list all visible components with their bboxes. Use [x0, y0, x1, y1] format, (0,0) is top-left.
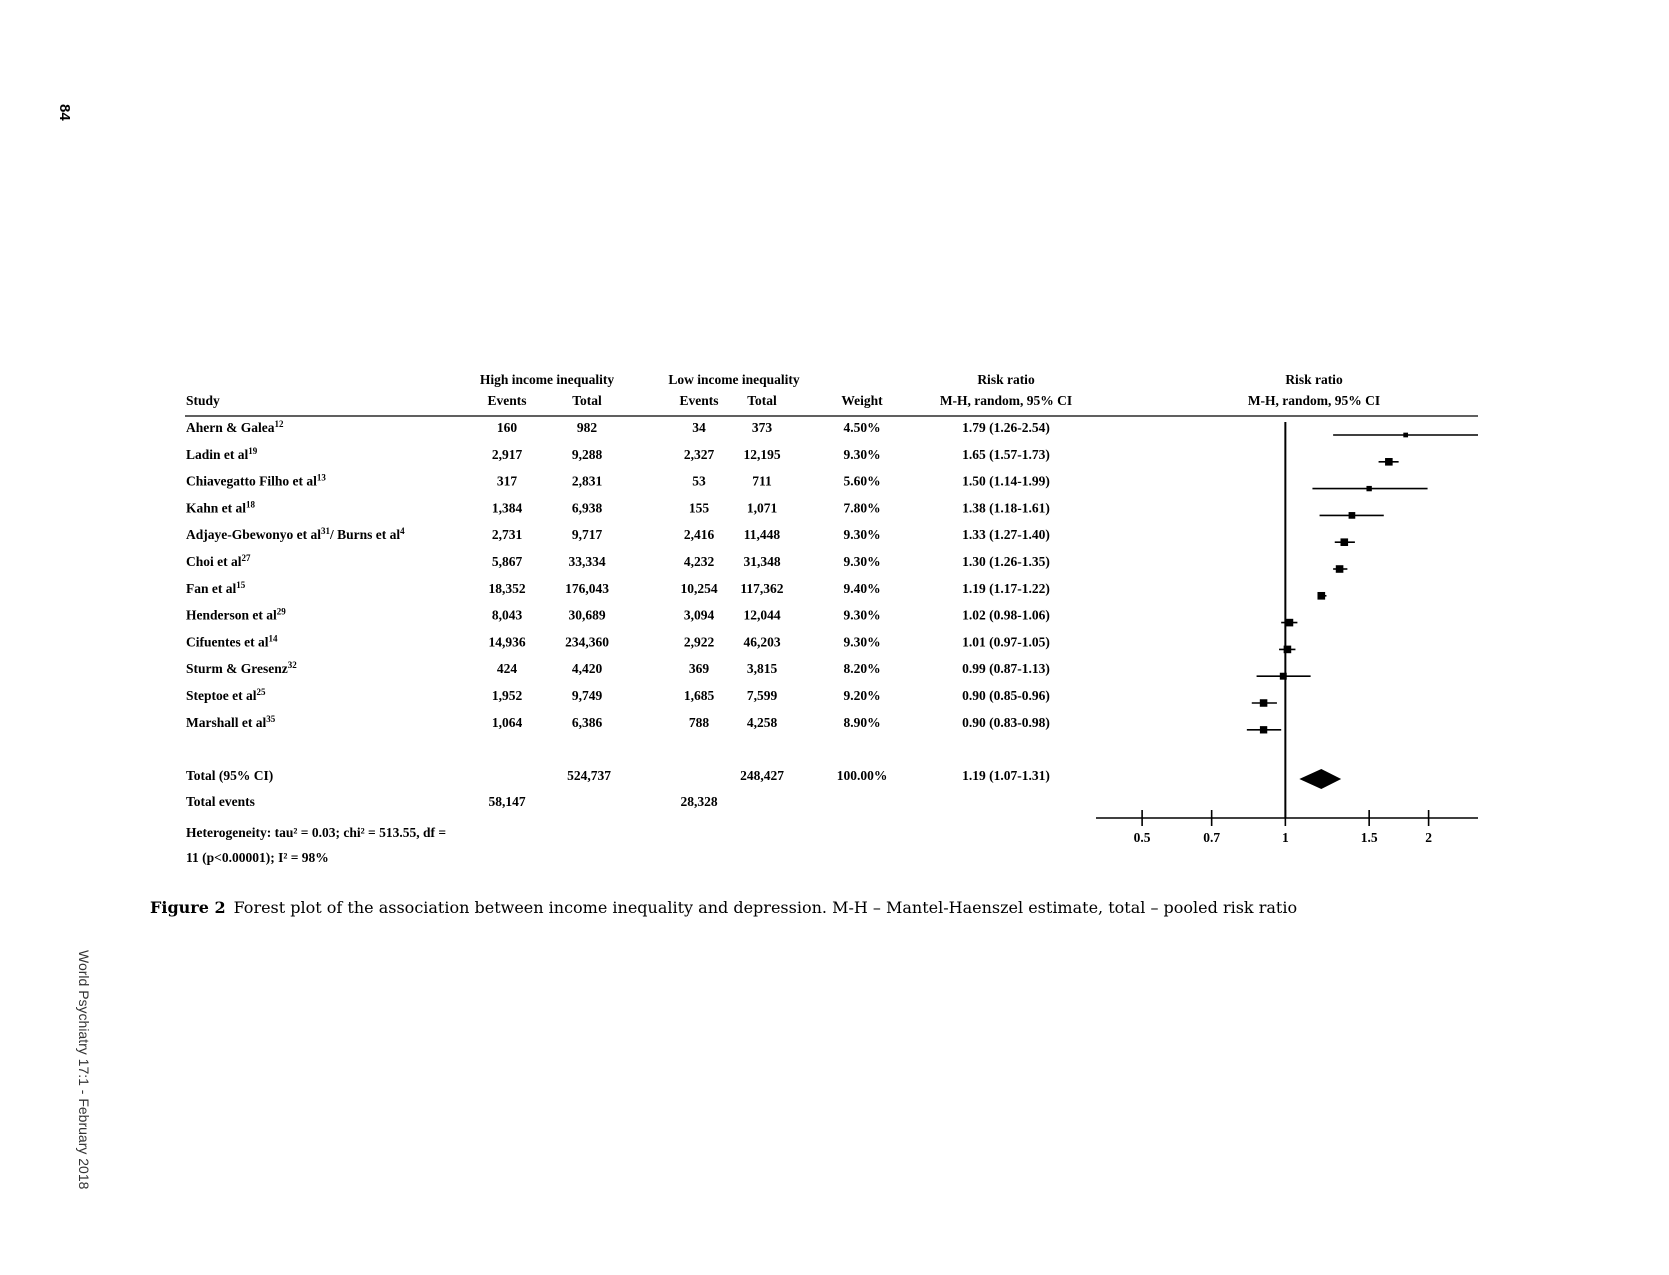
risk-ratio-ci: 1.79 (1.26-2.54) — [962, 420, 1050, 435]
table-header — [186, 372, 1380, 408]
risk-ratio-ci: 0.90 (0.85-0.96) — [962, 688, 1050, 703]
table-row — [186, 499, 1050, 515]
risk-ratio-ci: 1.50 (1.14-1.99) — [962, 473, 1050, 489]
header-high-total: Total — [572, 393, 602, 408]
header-low-income-inequality: Low income inequality — [668, 372, 800, 387]
total-weight: 100.00% — [836, 768, 888, 783]
table-row — [186, 526, 1050, 542]
study-name — [186, 687, 266, 703]
study-reference: 13 — [316, 472, 326, 483]
page-number: 84 — [56, 104, 73, 121]
high-events: 5,867 — [491, 554, 523, 569]
high-total: 234,360 — [565, 634, 609, 650]
risk-ratio-ci: 1.19 (1.17-1.22) — [962, 580, 1050, 596]
low-total: 4,258 — [746, 714, 778, 730]
high-events: 18,352 — [488, 580, 526, 596]
study-name-text: Marshall et al — [186, 714, 267, 730]
point-estimate — [1403, 433, 1408, 438]
study-name-text: Henderson et al — [186, 607, 277, 623]
study-name-text: Adjaye-Gbewonyo et al — [186, 527, 321, 543]
high-events: 14,936 — [488, 634, 526, 650]
study-name-text: Fan et al — [186, 580, 237, 596]
low-events: 155 — [688, 500, 710, 516]
risk-ratio-ci: 1.02 (0.98-1.06) — [962, 607, 1050, 623]
table-row — [186, 633, 1050, 649]
low-events: 2,922 — [683, 634, 715, 650]
table-row — [186, 687, 1050, 703]
low-events: 10,254 — [680, 580, 718, 596]
low-total: 1,071 — [746, 500, 778, 516]
total-rr: 1.19 (1.07-1.31) — [962, 768, 1050, 783]
high-total: 982 — [576, 420, 598, 435]
weight: 9.30% — [843, 446, 881, 462]
study-name — [186, 607, 286, 623]
low-total: 12,044 — [743, 607, 781, 623]
high-events: 2,917 — [491, 446, 523, 462]
study-reference: 25 — [256, 687, 266, 697]
low-events: 4,232 — [683, 554, 715, 569]
low-events: 788 — [688, 714, 710, 730]
heterogeneity-line-2: 11 (p<0.00001); I² = 98% — [186, 850, 329, 865]
high-events: 2,731 — [491, 527, 523, 543]
weight: 8.90% — [843, 714, 881, 730]
total-events-high: 58,147 — [488, 794, 526, 809]
table-row — [186, 473, 1050, 489]
total-low-total: 248,427 — [740, 768, 784, 783]
high-events: 8,043 — [491, 607, 523, 623]
figure-caption-label: Figure 2 — [150, 898, 226, 917]
low-events: 1,685 — [683, 688, 715, 703]
low-total: 11,448 — [743, 527, 781, 543]
table-row — [186, 419, 1050, 435]
table-row — [186, 607, 1050, 623]
weight: 4.50% — [843, 420, 881, 435]
study-name — [186, 633, 278, 649]
low-total: 3,815 — [746, 661, 778, 677]
study-reference: 29 — [276, 606, 286, 617]
total-row — [186, 768, 1050, 783]
risk-ratio-ci: 1.01 (0.97-1.05) — [962, 634, 1050, 650]
study-name-text: Kahn et al — [186, 500, 247, 516]
low-events: 3,094 — [683, 607, 715, 623]
pooled-diamond — [1299, 769, 1341, 789]
point-estimate — [1260, 699, 1268, 707]
study-name-text-2: / Burns et al — [330, 527, 401, 543]
high-events: 1,952 — [491, 688, 523, 703]
low-total: 12,195 — [743, 446, 781, 462]
high-total: 9,288 — [571, 446, 603, 462]
header-rr-method: M-H, random, 95% CI — [939, 393, 1073, 408]
study-name — [186, 526, 405, 542]
study-reference-2: 4 — [400, 526, 405, 537]
header-study: Study — [186, 393, 220, 408]
point-estimate — [1336, 565, 1344, 573]
study-name — [186, 473, 326, 489]
weight: 9.40% — [843, 580, 881, 596]
table-row — [186, 446, 1050, 462]
total-events-label: Total events — [186, 794, 255, 809]
study-reference: 14 — [268, 633, 278, 644]
study-name-text: Chiavegatto Filho et al — [186, 473, 317, 489]
risk-ratio-ci: 1.30 (1.26-1.35) — [962, 554, 1050, 569]
study-name — [186, 499, 256, 515]
low-total: 46,203 — [743, 634, 781, 650]
low-events: 2,416 — [683, 527, 715, 543]
study-name — [186, 419, 284, 435]
high-total: 4,420 — [571, 661, 603, 677]
study-name-text: Ladin et al — [186, 446, 249, 462]
high-events: 1,064 — [491, 714, 523, 730]
high-total: 30,689 — [568, 607, 606, 623]
study-reference: 31 — [321, 526, 330, 537]
high-total: 33,334 — [568, 554, 606, 569]
header-plot-risk-ratio: Risk ratio — [1285, 372, 1343, 387]
study-name-text: Ahern & Galea — [186, 420, 275, 435]
point-estimate — [1286, 619, 1294, 627]
header-high-events: Events — [487, 393, 527, 408]
weight: 5.60% — [843, 473, 881, 489]
heterogeneity-line-1: Heterogeneity: tau² = 0.03; chi² = 513.55, df = — [186, 825, 447, 840]
study-reference: 35 — [266, 713, 276, 724]
point-estimate — [1366, 486, 1371, 491]
figure-caption-text: Forest plot of the association between income inequality and depression. M-H – Mantel-Haenszel estimate, total – pooled risk ratio — [233, 898, 1298, 917]
total-events-row — [186, 794, 718, 809]
weight: 9.30% — [843, 607, 881, 623]
total-high-total: 524,737 — [567, 768, 611, 783]
header-low-events: Events — [679, 393, 719, 408]
table-row — [186, 553, 1050, 569]
low-total: 373 — [751, 420, 773, 435]
risk-ratio-ci: 1.38 (1.18-1.61) — [962, 500, 1050, 516]
point-estimate — [1341, 538, 1349, 546]
header-high-income-inequality: High income inequality — [479, 372, 615, 387]
weight: 8.20% — [843, 661, 881, 677]
x-tick-label: 1 — [1281, 830, 1289, 845]
study-name — [186, 714, 276, 730]
study-reference: 18 — [246, 499, 256, 510]
x-tick-label: 0.7 — [1203, 830, 1221, 845]
point-estimate — [1317, 592, 1325, 600]
header-low-total: Total — [747, 393, 777, 408]
low-events: 2,327 — [683, 446, 715, 462]
low-events: 369 — [688, 661, 710, 677]
study-name-text: Steptoe et al — [186, 688, 257, 703]
high-events: 317 — [496, 473, 518, 489]
table-row — [186, 714, 1050, 730]
study-name — [186, 660, 297, 676]
table-row — [186, 580, 1050, 596]
figure-caption — [150, 897, 1550, 919]
weight: 9.30% — [843, 634, 881, 650]
high-total: 2,831 — [571, 473, 603, 489]
low-events: 34 — [692, 420, 706, 435]
low-total: 7,599 — [746, 688, 778, 703]
high-total: 176,043 — [565, 580, 609, 596]
low-total: 31,348 — [743, 554, 781, 569]
study-name — [186, 553, 251, 569]
x-tick-label: 0.5 — [1133, 830, 1151, 845]
high-total: 6,386 — [571, 714, 603, 730]
study-reference: 19 — [248, 445, 258, 456]
study-reference: 27 — [241, 553, 251, 563]
study-reference: 15 — [236, 579, 246, 590]
high-events: 160 — [496, 420, 518, 435]
study-reference: 12 — [274, 419, 284, 429]
x-tick-label: 2 — [1425, 830, 1432, 845]
header-risk-ratio: Risk ratio — [977, 372, 1035, 387]
study-name-text: Cifuentes et al — [186, 634, 269, 650]
plot-area — [1096, 422, 1478, 845]
risk-ratio-ci: 1.65 (1.57-1.73) — [962, 446, 1050, 462]
journal-footer: World Psychiatry 17:1 - February 2018 — [76, 950, 92, 1190]
weight: 7.80% — [843, 500, 881, 516]
high-total: 9,717 — [571, 527, 603, 543]
study-reference: 32 — [287, 660, 297, 671]
high-total: 6,938 — [571, 500, 603, 516]
study-rows — [186, 419, 1050, 730]
point-estimate — [1260, 726, 1267, 733]
low-total: 711 — [752, 473, 772, 489]
high-events: 424 — [496, 661, 518, 677]
risk-ratio-ci: 1.33 (1.27-1.40) — [962, 527, 1050, 543]
x-tick-label: 1.5 — [1360, 830, 1378, 845]
study-name-text: Sturm & Gresenz — [186, 661, 288, 677]
weight: 9.30% — [843, 527, 881, 543]
high-events: 1,384 — [491, 500, 523, 516]
low-total: 117,362 — [740, 580, 784, 596]
point-estimate — [1349, 512, 1356, 519]
header-weight: Weight — [841, 393, 883, 408]
study-name — [186, 580, 246, 596]
study-name — [186, 446, 258, 462]
total-events-low: 28,328 — [680, 794, 718, 809]
header-plot-method: M-H, random, 95% CI — [1247, 393, 1381, 408]
weight: 9.30% — [843, 554, 881, 569]
point-estimate — [1385, 458, 1393, 466]
weight: 9.20% — [843, 688, 881, 703]
study-name-text: Choi et al — [186, 554, 242, 569]
risk-ratio-ci: 0.90 (0.83-0.98) — [962, 714, 1050, 730]
risk-ratio-ci: 0.99 (0.87-1.13) — [962, 661, 1050, 677]
high-total: 9,749 — [571, 688, 603, 703]
table-row — [186, 660, 1050, 676]
total-label: Total (95% CI) — [186, 768, 274, 783]
low-events: 53 — [692, 473, 706, 489]
